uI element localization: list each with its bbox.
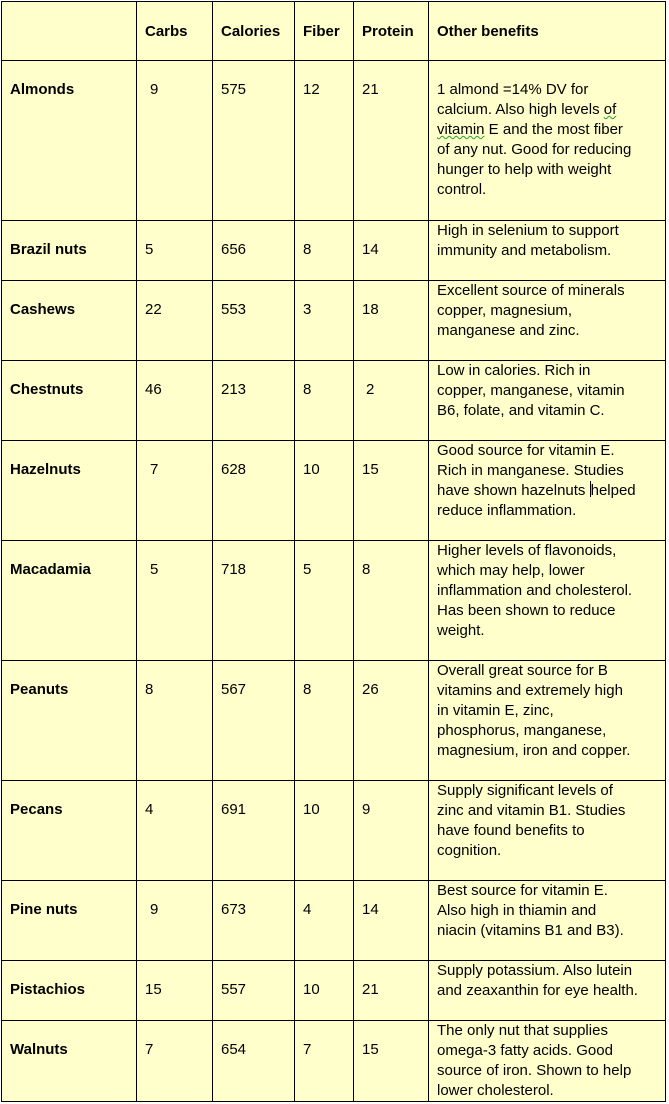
nut-name-cell[interactable]: Walnuts [2, 1021, 137, 1102]
fiber-cell[interactable]: 12 [295, 61, 354, 221]
table-row [2, 441, 666, 541]
other-benefits-cell[interactable] [429, 541, 666, 661]
nut-name-cell[interactable]: Brazil nuts [2, 221, 137, 281]
other-benefits-cell[interactable] [429, 781, 666, 881]
carbs-cell[interactable]: 46 [137, 361, 213, 441]
carbs-cell[interactable]: 7 [137, 441, 213, 541]
header-fiber[interactable]: Fiber [295, 2, 354, 61]
other-benefits-cell[interactable] [429, 361, 666, 441]
calories-cell[interactable]: 654 [213, 1021, 295, 1102]
benefit-line: Supply significant levels of [437, 782, 613, 799]
benefit-line: niacin (vitamins B1 and B3). [437, 922, 624, 939]
other-benefits-cell[interactable] [429, 441, 666, 541]
calories-cell[interactable]: 673 [213, 881, 295, 961]
fiber-cell[interactable]: 10 [295, 961, 354, 1021]
nut-name-cell[interactable]: Almonds [2, 61, 137, 221]
benefit-line: source of iron. Shown to help [437, 1062, 632, 1079]
carbs-cell[interactable]: 5 [137, 541, 213, 661]
benefit-line: B6, folate, and vitamin C. [437, 402, 605, 419]
nut-nutrition-table [1, 1, 666, 1102]
fiber-cell[interactable]: 3 [295, 281, 354, 361]
header-calories[interactable]: Calories [213, 2, 295, 61]
carbs-cell[interactable]: 9 [137, 881, 213, 961]
benefit-line: in vitamin E, zinc, [437, 702, 554, 719]
other-benefits-cell[interactable] [429, 881, 666, 961]
carbs-cell[interactable]: 8 [137, 661, 213, 781]
calories-cell[interactable]: 567 [213, 661, 295, 781]
nut-name-cell[interactable]: Hazelnuts [2, 441, 137, 541]
benefit-line: control. [437, 181, 487, 198]
protein-cell[interactable]: 14 [354, 221, 429, 281]
benefit-line: of any nut. Good for reducing [437, 141, 632, 158]
nut-name-cell[interactable]: Macadamia [2, 541, 137, 661]
benefit-line: vitamins and extremely high [437, 682, 623, 699]
other-benefits-cell[interactable] [429, 281, 666, 361]
benefit-line: which may help, lower [437, 562, 585, 579]
carbs-cell[interactable]: 9 [137, 61, 213, 221]
table-row [2, 781, 666, 881]
table-row [2, 361, 666, 441]
benefit-line: Higher levels of flavonoids, [437, 542, 617, 559]
header-carbs[interactable]: Carbs [137, 2, 213, 61]
benefit-line: immunity and metabolism. [437, 242, 612, 259]
calories-cell[interactable]: 213 [213, 361, 295, 441]
fiber-cell[interactable]: 8 [295, 361, 354, 441]
calories-cell[interactable]: 718 [213, 541, 295, 661]
benefit-line: vitamin E and the most fiber [437, 121, 623, 138]
benefit-line: zinc and vitamin B1. Studies [437, 802, 626, 819]
protein-cell[interactable]: 26 [354, 661, 429, 781]
benefit-line: Supply potassium. Also lutein [437, 962, 633, 979]
nut-name-cell[interactable]: Peanuts [2, 661, 137, 781]
benefit-line: hunger to help with weight [437, 161, 612, 178]
table-row [2, 961, 666, 1021]
benefit-line: phosphorus, manganese, [437, 722, 607, 739]
nut-name-cell[interactable]: Pine nuts [2, 881, 137, 961]
fiber-cell[interactable]: 8 [295, 661, 354, 781]
calories-cell[interactable]: 575 [213, 61, 295, 221]
benefit-line: Best source for vitamin E. [437, 882, 608, 899]
benefit-line: Good source for vitamin E. [437, 442, 615, 459]
fiber-cell[interactable]: 8 [295, 221, 354, 281]
benefit-line: Rich in manganese. Studies [437, 462, 624, 479]
nut-name-cell[interactable]: Pecans [2, 781, 137, 881]
benefit-line: have found benefits to [437, 822, 585, 839]
spellcheck-marked-word: vitamin [437, 121, 485, 138]
other-benefits-cell[interactable] [429, 221, 666, 281]
benefit-line: and zeaxanthin for eye health. [437, 982, 638, 999]
header-row [2, 2, 666, 61]
benefit-line: lower cholesterol. [437, 1082, 554, 1099]
other-benefits-cell[interactable] [429, 1021, 666, 1102]
benefit-line: 1 almond =14% DV for [437, 81, 589, 98]
fiber-cell[interactable]: 10 [295, 441, 354, 541]
carbs-cell[interactable]: 15 [137, 961, 213, 1021]
table-body [2, 61, 666, 1102]
nut-name-cell[interactable]: Cashews [2, 281, 137, 361]
benefit-line: weight. [437, 622, 485, 639]
calories-cell[interactable]: 557 [213, 961, 295, 1021]
table-row [2, 221, 666, 281]
benefit-line: reduce inflammation. [437, 502, 577, 519]
table-row [2, 1021, 666, 1102]
carbs-cell[interactable]: 22 [137, 281, 213, 361]
header-name[interactable] [2, 2, 137, 61]
nut-name-cell[interactable]: Chestnuts [2, 361, 137, 441]
protein-cell[interactable]: 14 [354, 881, 429, 961]
fiber-cell[interactable]: 4 [295, 881, 354, 961]
table-row [2, 61, 666, 221]
protein-cell[interactable]: 21 [354, 61, 429, 221]
benefit-line: Has been shown to reduce [437, 602, 616, 619]
benefit-line: cognition. [437, 842, 502, 859]
carbs-cell[interactable]: 7 [137, 1021, 213, 1102]
calories-cell[interactable]: 553 [213, 281, 295, 361]
benefit-line: manganese and zinc. [437, 322, 580, 339]
other-benefits-cell[interactable] [429, 961, 666, 1021]
benefit-line: Low in calories. Rich in [437, 362, 591, 379]
protein-cell[interactable]: 9 [354, 781, 429, 881]
header-protein[interactable]: Protein [354, 2, 429, 61]
protein-cell[interactable]: 18 [354, 281, 429, 361]
benefit-line: Overall great source for B [437, 662, 608, 679]
benefit-line: copper, magnesium, [437, 302, 573, 319]
nut-name-cell[interactable]: Pistachios [2, 961, 137, 1021]
benefit-line: Excellent source of minerals [437, 282, 625, 299]
benefit-line: inflammation and cholesterol. [437, 582, 633, 599]
table-row [2, 881, 666, 961]
header-other-benefits[interactable]: Other benefits [429, 2, 666, 61]
benefit-line: Also high in thiamin and [437, 902, 597, 919]
protein-cell[interactable]: 2 [354, 361, 429, 441]
other-benefits-cell[interactable] [429, 661, 666, 781]
benefit-line: The only nut that supplies [437, 1022, 608, 1039]
table-row [2, 541, 666, 661]
carbs-cell[interactable]: 5 [137, 221, 213, 281]
fiber-cell[interactable]: 7 [295, 1021, 354, 1102]
fiber-cell[interactable]: 5 [295, 541, 354, 661]
protein-cell[interactable]: 8 [354, 541, 429, 661]
carbs-cell[interactable]: 4 [137, 781, 213, 881]
benefit-line: magnesium, iron and copper. [437, 742, 631, 759]
table-row [2, 661, 666, 781]
benefit-line: calcium. Also high levels of [437, 101, 617, 118]
text-caret [590, 481, 591, 497]
protein-cell[interactable]: 21 [354, 961, 429, 1021]
spellcheck-marked-word: of [603, 101, 617, 118]
protein-cell[interactable]: 15 [354, 441, 429, 541]
table-row [2, 281, 666, 361]
fiber-cell[interactable]: 10 [295, 781, 354, 881]
benefit-line: High in selenium to support [437, 222, 619, 239]
calories-cell[interactable]: 656 [213, 221, 295, 281]
calories-cell[interactable]: 691 [213, 781, 295, 881]
protein-cell[interactable]: 15 [354, 1021, 429, 1102]
other-benefits-cell[interactable] [429, 61, 666, 221]
calories-cell[interactable]: 628 [213, 441, 295, 541]
benefit-line: have shown hazelnuts helped [437, 482, 636, 499]
benefit-line: copper, manganese, vitamin [437, 382, 625, 399]
benefit-line: omega-3 fatty acids. Good [437, 1042, 613, 1059]
